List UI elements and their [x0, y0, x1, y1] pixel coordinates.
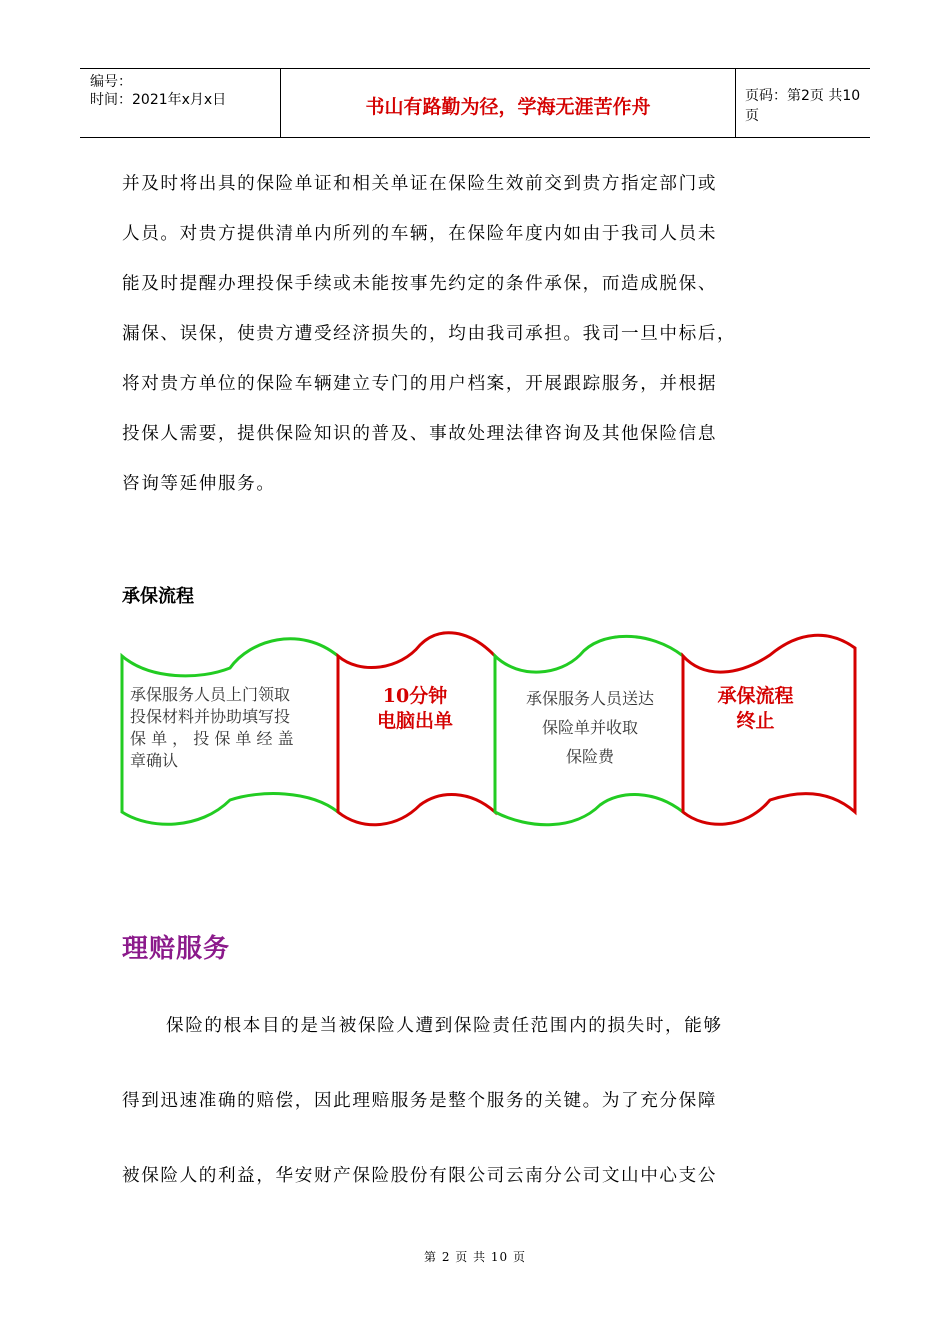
step-1-text [130, 684, 335, 772]
serial-label: 编号： [90, 74, 132, 90]
step-1-line-3: 保 单 ， 投 保 单 经 盖 [130, 729, 294, 748]
body-line-3: 能及时提醒办理投保手续或未能按事先约定的条件承保，而造成脱保、 [122, 274, 718, 294]
claims-line-3: 被保险人的利益，华安财产保险股份有限公司云南分公司文山中心支公 [122, 1166, 718, 1186]
step-1-line-4: 章确认 [130, 751, 179, 770]
page-header [80, 68, 870, 138]
step-3-shape [495, 636, 683, 824]
body-line-2: 人员。对贵方提供清单内所列的车辆，在保险年度内如由于我司人员未 [122, 224, 718, 244]
step-2-text [345, 684, 485, 734]
body-line-6: 投保人需要，提供保险知识的普及、事故处理法律咨询及其他保险信息 [122, 424, 718, 444]
step-4-line-2: 终止 [736, 710, 775, 732]
step-2-line-1: 10分钟 [382, 685, 448, 707]
step-1-line-2: 投保材料并协助填写投 [130, 707, 291, 726]
body-line-7: 咨询等延伸服务。 [122, 474, 276, 494]
step-2-shape [338, 633, 495, 825]
header-page-info: 页码：第2页 共10页 [745, 88, 861, 124]
body-line-1: 并及时将出具的保险单证和相关单证在保险生效前交到贵方指定部门或 [122, 174, 718, 194]
claims-line-1: 保险的根本目的是当被保险人遭到保险责任范围内的损失时，能够 [166, 1016, 723, 1036]
body-line-5: 将对贵方单位的保险车辆建立专门的用户档案，开展跟踪服务，并根据 [122, 374, 718, 394]
step-1-line-1: 承保服务人员上门领取 [130, 685, 291, 704]
step-1-shape [122, 639, 338, 825]
step-2-line-2: 电脑出单 [376, 710, 453, 732]
step-3-line-3: 保险费 [565, 747, 614, 766]
step-3-line-1: 承保服务人员送达 [525, 689, 654, 708]
step-4-line-1: 承保流程 [717, 685, 794, 707]
time-label: 时间：2021年x月x日 [90, 92, 227, 108]
claims-line-2: 得到迅速准确的赔偿，因此理赔服务是整个服务的关键。为了充分保障 [122, 1091, 718, 1111]
step-3-line-2: 保险单并收取 [541, 718, 638, 737]
step-4-shape [683, 635, 855, 824]
header-motto: 书山有路勤为径，学海无涯苦作舟 [280, 69, 736, 137]
underwriting-heading: 承保流程 [122, 586, 194, 607]
claims-heading: 理赔服务 [122, 934, 231, 964]
body-line-4: 漏保、误保，使贵方遭受经济损失的，均由我司承担。我司一旦中标后， [122, 324, 737, 344]
step-4-text [688, 684, 823, 734]
step-3-text [500, 684, 680, 771]
header-meta [80, 69, 280, 137]
page-footer: 第 2 页 共 10 页 [424, 1250, 526, 1264]
